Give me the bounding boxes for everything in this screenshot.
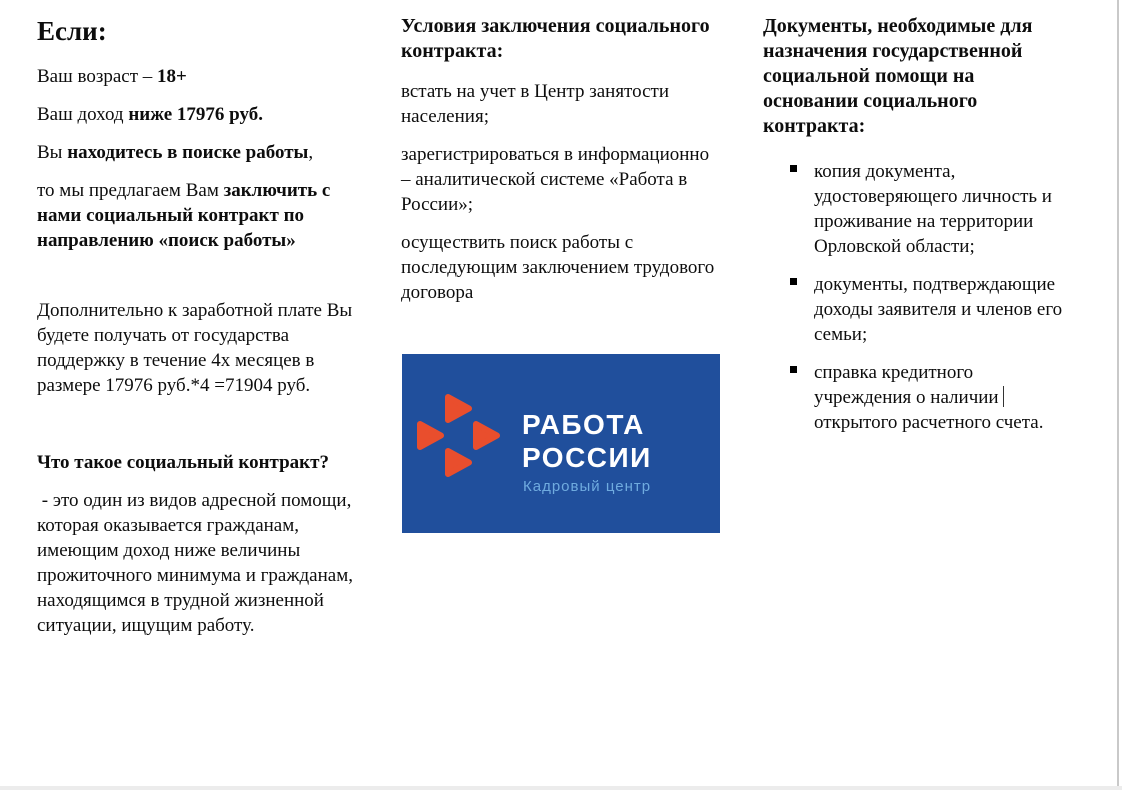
paragraph-age: Ваш возраст – 18+: [37, 66, 187, 87]
logo-triangles-icon: [414, 390, 506, 482]
paragraph-find-job: осуществить поиск работы с последующим заключением трудового договора: [401, 232, 715, 303]
paragraph-support: Дополнительно к заработной плате Вы будете получать от государства поддержку в течение 4х месяцев в размере 17976 руб.*4 =71904 руб.: [37, 300, 353, 396]
paragraph-register-system: зарегистрироваться в информационно – аналитической системе «Работа в России»;: [401, 144, 710, 215]
page-boundary-right: [1117, 0, 1119, 790]
heading-what-is-social-contract: Что такое социальный контракт?: [37, 452, 329, 473]
heading-conditions: Условия заключения социального контракта:: [401, 15, 710, 62]
column-left: [37, 14, 359, 651]
bullet-square-icon: [790, 366, 797, 373]
bullet-square-icon: [790, 278, 797, 285]
paragraph-job-search: Вы находитесь в поиске работы,: [37, 142, 314, 163]
column-middle: [401, 14, 721, 318]
page-boundary-bottom: [0, 786, 1122, 790]
documents-list: [763, 159, 1069, 435]
logo-subtitle: Кадровый центр: [523, 478, 652, 495]
heading-documents: Документы, необходимые для назначения государственной социальной помощи на основании социального контракта:: [763, 15, 1033, 137]
logo-title: [522, 408, 652, 474]
list-item-identity-doc: копия документа, удостоверяющего личность и проживание на территории Орловской области;: [763, 159, 1069, 259]
list-item-bank-certificate: справка кредитного учреждения о наличии открытого расчетного счета.: [763, 360, 1069, 435]
paragraph-register-czn: встать на учет в Центр занятости населения;: [401, 81, 669, 127]
list-item-income-docs: документы, подтверждающие доходы заявителя и членов его семьи;: [763, 272, 1069, 347]
column-right: [763, 14, 1069, 448]
paragraph-income: Ваш доход ниже 17976 руб.: [37, 104, 263, 125]
paragraph-offer: то мы предлагаем Вам заключить с нами социальный контракт по направлению «поиск работы»: [37, 180, 331, 251]
paragraph-definition: - это один из видов адресной помощи, которая оказывается гражданам, имеющим доход ниже величины прожиточного минимума и гражданам, находящимся в трудной жизненной ситуации, ищущим работу.: [37, 490, 353, 636]
text-cursor[interactable]: [1003, 386, 1004, 407]
rabota-rossii-logo: [402, 354, 720, 533]
logo-title-line2: РОССИИ: [522, 442, 652, 473]
bullet-square-icon: [790, 165, 797, 172]
logo-title-line1: РАБОТА: [522, 409, 645, 440]
heading-esli: Если:: [37, 16, 107, 46]
